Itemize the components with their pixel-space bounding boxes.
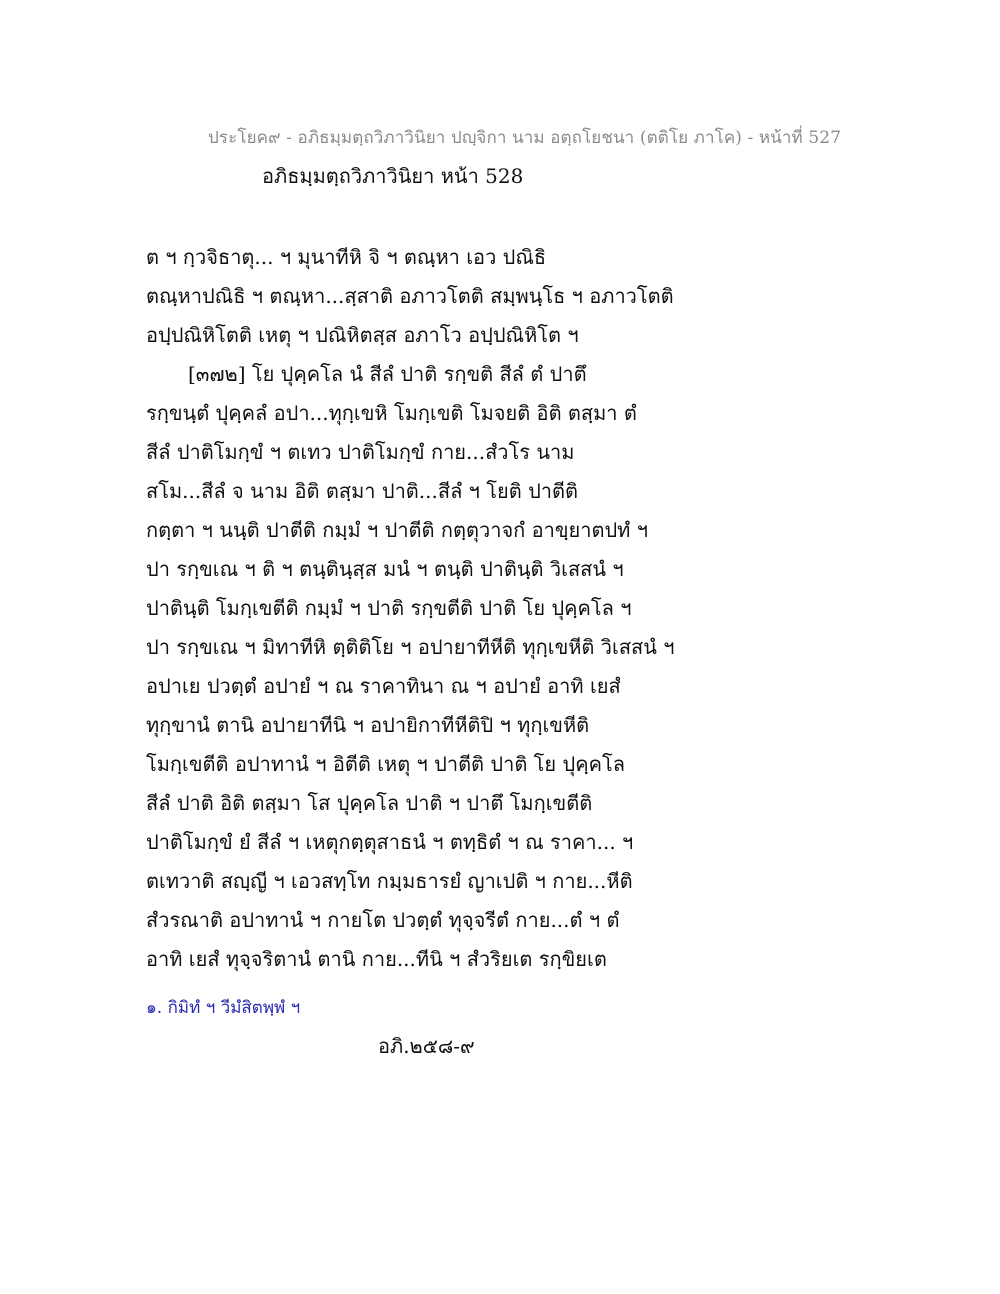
body-line: ตณฺหาปณิธิ ฯ ตณฺหา...สฺสาติ อภาวโตติ สมฺพนฺโธ ฯ อภาวโตติ <box>146 284 674 308</box>
body-line: ปาติโมกฺขํ ยํ สีลํ ฯ เหตุกตฺตุสาธนํ ฯ ตทฺธิตํ ฯ ณ ราคา... ฯ <box>146 830 634 854</box>
footnote: ๑. กิมิทํ ฯ วีมํสิตพฺพํ ฯ <box>146 998 301 1018</box>
body-line: ทุกฺขานํ ตานิ อปายาทีนิ ฯ อปายิกาทีหีติปิ ฯ ทุกฺเขหีติ <box>146 713 590 737</box>
body-text <box>146 238 706 979</box>
running-header: ประโยค๙ - อภิธมฺมตฺถวิภาวินิยา ปญฺจิกา นาม อตฺถโยชนา (ตติโย ภาโค) - หน้าที่ 527 <box>208 128 842 148</box>
body-line: สโม...สีลํ จ นาม อิติ ตสฺมา ปาติ...สีลํ ฯ โยติ ปาตีติ <box>146 479 578 503</box>
body-line: สีลํ ปาติโมกฺขํ ฯ ตเทว ปาติโมกฺขํ กาย...สํวโร นาม <box>146 440 575 464</box>
page-heading: อภิธมฺมตฺถวิภาวินิยา หน้า 528 <box>262 164 524 188</box>
body-line: โมกฺเขตีติ อปาทานํ ฯ อิตีติ เหตุ ฯ ปาตีติ ปาติ โย ปุคฺคโล <box>146 752 625 776</box>
body-line: ปาตินฺติ โมกฺเขตีติ กมฺมํ ฯ ปาติ รกฺขตีติ ปาติ โย ปุคฺคโล ฯ <box>146 596 632 620</box>
body-line: อปาเย ปวตฺตํ อปายํ ฯ ณ ราคาทินา ณ ฯ อปายํ อาทิ เยสํ <box>146 674 621 698</box>
body-line: ตเทวาติ สญฺญี ฯ เอวสทฺโท กมฺมธารยํ ญาเปติ ฯ กาย...หีติ <box>146 869 633 893</box>
body-line-paragraph-start: [๓๗๒] โย ปุคฺคโล นํ สีลํ ปาติ รกฺขติ สีลํ ตํ ปาตึ <box>188 362 587 386</box>
body-line: สีลํ ปาติ อิติ ตสฺมา โส ปุคฺคโล ปาติ ฯ ปาตึ โมกฺเขตีติ <box>146 791 593 815</box>
page-reference: อภิ.๒๕๘-๙ <box>378 1034 475 1058</box>
body-line: รกฺขนฺตํ ปุคฺคลํ อปา...ทุกฺเขหิ โมกฺเขติ โมจยติ อิติ ตสฺมา ตํ <box>146 401 637 425</box>
body-line: ต ฯ กฺวจิธาตุ... ฯ มุนาทีหิ จิ ฯ ตณฺหา เอว ปณิธิ <box>146 245 547 269</box>
body-line: ปา รกฺขเณ ฯ มิทาทีหิ ตฺติติโย ฯ อปายาทีหีติ ทุกฺเขหีติ วิเสสนํ ฯ <box>146 635 675 659</box>
body-line: สํวรณาติ อปาทานํ ฯ กายโต ปวตฺตํ ทุจฺจรีตํ กาย...ตํ ฯ ตํ <box>146 908 620 932</box>
body-line: กตฺตา ฯ นนฺติ ปาตีติ กมฺมํ ฯ ปาตีติ กตฺตุวาจกํ อาขฺยาตปทํ ฯ <box>146 518 648 542</box>
body-line: อาทิ เยสํ ทุจฺจริตานํ ตานิ กาย...ทีนิ ฯ สํวริยเต รกฺขิยเต <box>146 947 607 971</box>
body-line: ปา รกฺขเณ ฯ ติ ฯ ตนฺตินฺสฺส มนํ ฯ ตนฺติ ปาตินฺติ วิเสสนํ ฯ <box>146 557 624 581</box>
body-line: อปฺปณิหิโตติ เหตุ ฯ ปณิหิตสฺส อภาโว อปฺปณิหิโต ฯ <box>146 323 579 347</box>
